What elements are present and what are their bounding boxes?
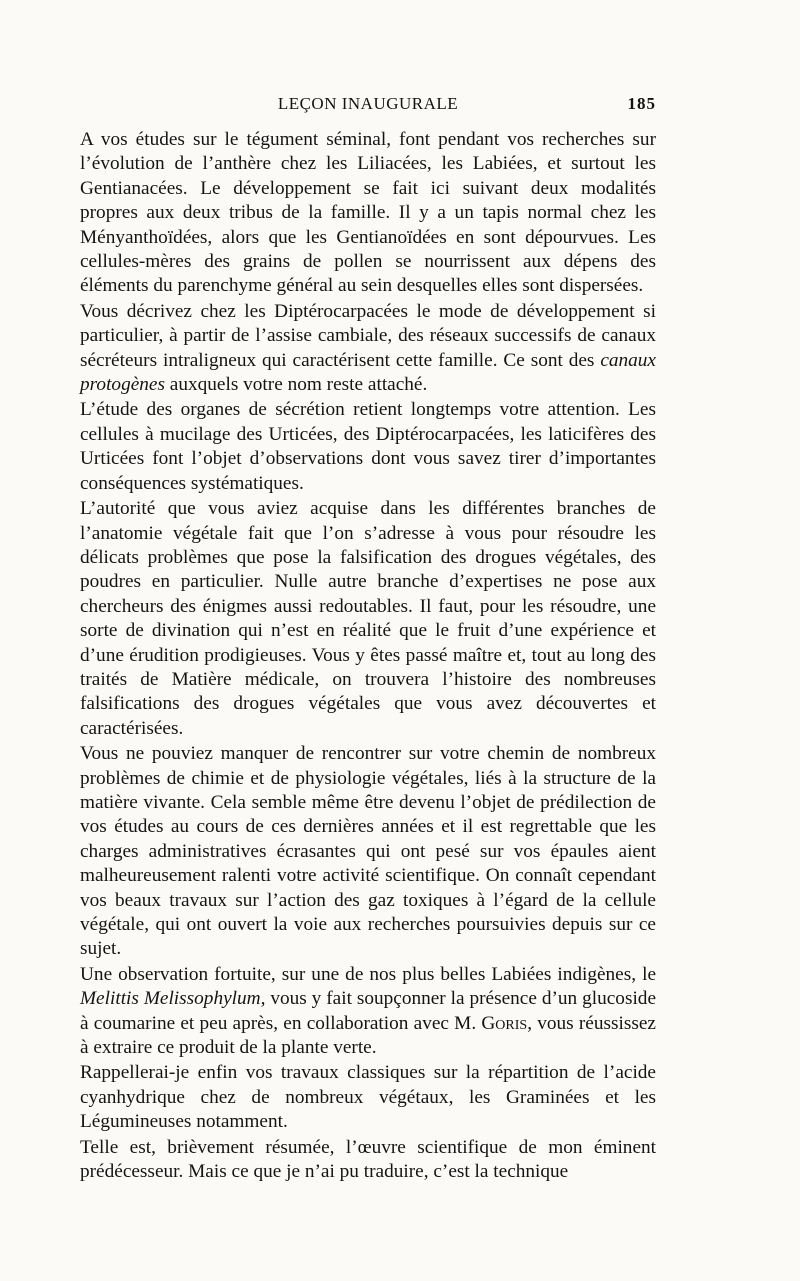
paragraph-cyanhydrique: Rappellerai-je enfin vos travaux classiques sur la répartition de l’acide cyanhydrique chez de nombreux végétaux, les Graminées et les Légumineuses notamment. [80, 1062, 656, 1133]
paragraph-dipterocarpacees [80, 300, 656, 398]
paragraph-text: , vous réussissez à extraire ce produit de la plante verte. [80, 1012, 656, 1059]
paragraph-autorite: L’autorité que vous aviez acquise dans les différentes branches de l’anatomie végétale fait que l’on s’adresse à vous pour résoudre les délicats problèmes que pose la falsification des drogues végétales, des poudres en particulier. Nulle autre branche d’expertises ne pose aux chercheurs des énigmes aussi redoutables. Il faut, pour les résoudre, une sorte de divination qui n’est en réalité que le fruit d’une expérience et d’une érudition prodigieuses. Vous y êtes passé maître et, tout au long des traités de Matière médicale, on trouvera l’histoire des nombreuses falsifications des drogues végétales que vous avez découvertes et caractérisées. [80, 498, 656, 739]
paragraph-resume: Telle est, brièvement résumée, l’œuvre scientifique de mon éminent prédécesseur. Mais ce que je n’ai pu traduire, c’est la technique [80, 1136, 656, 1183]
paragraph-text: Une observation fortuite, sur une de nos plus belles Labiées indigènes, le [80, 963, 656, 985]
body-text [80, 128, 656, 1184]
running-header [80, 94, 656, 114]
paragraph-observation [80, 963, 656, 1061]
author-name-smallcaps: Goris [481, 1012, 528, 1034]
italic-species-name: Melittis Melissophylum, [80, 988, 266, 1010]
paragraph-text: vous y fait soupçonner la présence d’un glucoside à coumarine et peu après, en collaboration avec M. [80, 988, 657, 1034]
paragraph-text: auxquels votre nom reste attaché. [164, 374, 428, 396]
italic-term: canaux protogènes [80, 349, 656, 396]
page-number: 185 [627, 94, 656, 113]
paragraph-secretion: L’étude des organes de sécrétion retient longtemps votre attention. Les cellules à mucilage des Urticées, des Diptérocarpacées, les laticifères des Urticées font l’objet d’observations dont vous savez tirer d’importantes conséquences systématiques. [80, 399, 656, 494]
paragraph-tegument: A vos études sur le tégument séminal, font pendant vos recherches sur l’évolution de l’anthère chez les Liliacées, les Labiées, et surtout les Gentianacées. Le développement se fait ici suivant deux modalités propres aux deux tribus de la famille. Il y a un tapis normal chez les Ményanthoïdées, alors que les Gentianoïdées en sont dépourvues. Les cellules-mères des grains de pollen se nourrissent aux dépens des éléments du parenchyme général au sein desquelles elles sont dispersées. [80, 129, 656, 297]
paragraph-text: Vous décrivez chez les Diptérocarpacées le mode de développement si particulier, à partir de l’assise cambiale, des réseaux successifs de canaux sécréteurs intraligneux qui caractérisent cette famille. Ce sont des [80, 300, 656, 371]
running-title: LEÇON INAUGURALE [277, 94, 459, 113]
paragraph-chimie: Vous ne pouviez manquer de rencontrer sur votre chemin de nombreux problèmes de chimie et de physiologie végétales, liés à la structure de la matière vivante. Cela semble même être devenu l’objet de prédilection de vos études au cours de ces dernières années et il est regrettable que les charges administratives écrasantes qui ont pesé sur vos épaules aient malheureusement ralenti votre activité scientifique. On connaît cependant vos beaux travaux sur l’action des gaz toxiques à l’égard de la cellule végétale, qui ont ouvert la voie aux recherches poursuivies depuis sur ce sujet. [80, 743, 656, 960]
